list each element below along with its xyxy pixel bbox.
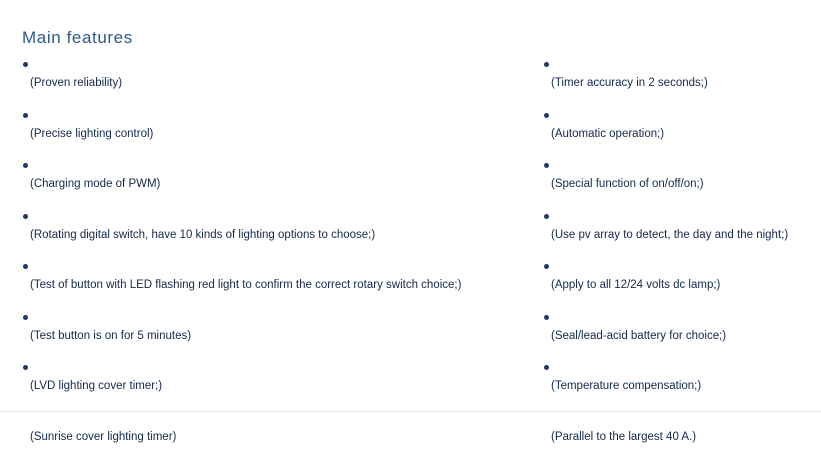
list-item-label: (Precise lighting control) [22, 111, 520, 141]
bullet-icon [23, 315, 28, 320]
list-item [22, 212, 520, 263]
list-item [543, 212, 821, 263]
bullet-icon [23, 214, 28, 219]
list-item-label: (LVD lighting cover timer;) [22, 363, 520, 393]
page-title: Main features [22, 28, 133, 48]
bullet-icon [544, 62, 549, 67]
feature-columns [0, 60, 821, 464]
list-item [543, 313, 821, 364]
footer-divider [0, 411, 821, 430]
list-item [543, 262, 821, 313]
list-item [22, 161, 520, 212]
list-item-label: (Sunrise cover lighting timer) [22, 414, 520, 444]
right-feature-list [543, 60, 821, 464]
list-item-label: (Automatic operation;) [543, 111, 821, 141]
bullet-icon [23, 163, 28, 168]
list-item-label: (Timer accuracy in 2 seconds;) [543, 60, 821, 90]
list-item [22, 363, 520, 414]
list-item [543, 60, 821, 111]
list-item [22, 262, 520, 313]
bullet-icon [544, 315, 549, 320]
bullet-icon [544, 214, 549, 219]
list-item-label: (Rotating digital switch, have 10 kinds of lighting options to choose;) [22, 212, 520, 242]
list-item [22, 111, 520, 162]
list-item [543, 161, 821, 212]
bullet-icon [23, 264, 28, 269]
bullet-icon [544, 163, 549, 168]
bullet-icon [544, 365, 549, 370]
list-item [22, 60, 520, 111]
list-item-label: (Seal/lead-acid battery for choice;) [543, 313, 821, 343]
left-column [0, 60, 520, 464]
bullet-icon [544, 264, 549, 269]
list-item-label: (Temperature compensation;) [543, 363, 821, 393]
right-column [520, 60, 821, 464]
list-item-label: (Charging mode of PWM) [22, 161, 520, 191]
list-item [22, 313, 520, 364]
list-item-label: (Use pv array to detect, the day and the night;) [543, 212, 821, 242]
bullet-icon [23, 62, 28, 67]
bullet-icon [544, 113, 549, 118]
list-item-label: (Test of button with LED flashing red light to confirm the correct rotary switch choice;) [22, 262, 520, 292]
list-item-label: (Parallel to the largest 40 A.) [543, 414, 821, 444]
list-item [543, 111, 821, 162]
list-item-label: (Apply to all 12/24 volts dc lamp;) [543, 262, 821, 292]
list-item-label: (Special function of on/off/on;) [543, 161, 821, 191]
left-feature-list [22, 60, 520, 464]
bullet-icon [23, 113, 28, 118]
list-item-label: (Test button is on for 5 minutes) [22, 313, 520, 343]
list-item [543, 363, 821, 414]
list-item-label: (Proven reliability) [22, 60, 520, 90]
bullet-icon [23, 365, 28, 370]
